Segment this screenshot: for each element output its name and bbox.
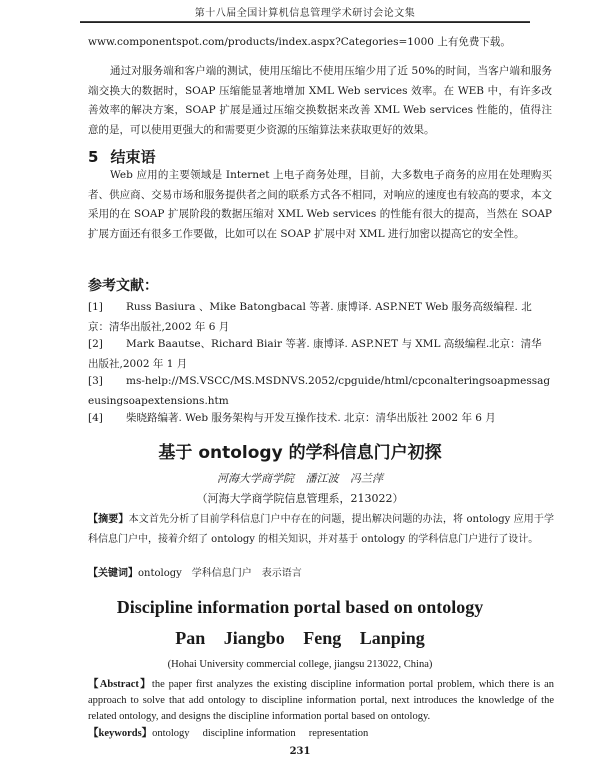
- reference-item: [88, 409, 552, 429]
- reference-text: ms-help://MS.VSCC/MS.MSDNVS.2052/cpguide/html/cpconalteringsoapmessageusingsoapextensions.htm: [88, 375, 551, 407]
- reference-number: [2]: [88, 338, 103, 350]
- section-title: 结束语: [110, 148, 156, 166]
- abstract-text-en: the paper first analyzes the existing discipline information portal problem, which there is an approach to solve that add ontology to discipline information portal, next introduces the knowledge of the related ontology, and designs the discipline information portal based on ontology.: [88, 679, 554, 722]
- header-rule: [80, 21, 530, 22]
- url-line: www.componentspot.com/products/index.aspx?Categories=1000 上有免费下载。: [88, 36, 511, 48]
- keywords-label-cn: 【关键词】: [88, 568, 138, 579]
- keywords-text-en: ontology discipline information representation: [152, 728, 369, 739]
- authors-cn: 河海大学商学院 潘江波 冯兰萍: [217, 472, 383, 485]
- reference-number: [3]: [88, 375, 103, 387]
- reference-item: [88, 372, 552, 411]
- affiliation-cn: （河海大学商学院信息管理系，213022）: [196, 492, 404, 505]
- abstract-label-en: 【Abstract】: [88, 679, 152, 690]
- abstract-cn: [88, 510, 554, 550]
- section-number: 5: [88, 148, 99, 166]
- keywords-label-en: 【keywords】: [88, 728, 153, 739]
- conclusion-paragraph: Web 应用的主要领域是 Internet 上电子商务处理，目前，大多数电子商务的应用在处理购买者、供应商、交易市场和服务提供者之间的联系方式各不相同，对响应的速度也有较高的要求，本文采用的在 SOAP 扩展阶段的数据压缩对 XML Web services 的性能有很大的提高，当然在 SOAP 扩展方面还有很多工作要做，比如可以在 SOAP 扩展中对 XML 进行加密以提高它的安全性。: [88, 169, 552, 240]
- reference-number: [4]: [88, 412, 103, 424]
- running-header: 第十八届全国计算机信息管理学术研讨会论文集: [80, 4, 530, 23]
- section-heading-conclusion: [88, 146, 167, 167]
- reference-text: Russ Basiura 、Mike Batongbacal 等著. 康博译. ASP.NET Web 服务高级编程. 北京：清华出版社,2002 年 6 月: [88, 301, 532, 333]
- keywords-cn: [88, 564, 302, 579]
- abstract-en: [88, 677, 554, 725]
- article-title-en: Discipline information portal based on ontology: [116, 597, 484, 617]
- reference-text: Mark Baautse、Richard Biair 等著. 康博译. ASP.NET 与 XML 高级编程.北京：清华出版社,2002 年 1 月: [88, 338, 542, 370]
- article-title-cn: 基于 ontology 的学科信息门户初探: [158, 443, 442, 463]
- intro-paragraph: 通过对服务端和客户端的测试，使用压缩比不使用压缩少用了近 50%的时间，当客户端和服务端交换大的数据时，SOAP 压缩能显著地增加 XML Web services 效率。在 WEB 中，有许多改善效率的解决方案，SOAP 扩展是通过压缩交换数据来改善 XML Web services 性能的，值得注意的是，可以使用更强大的和需要更少资源的压缩算法来获取更好的效果。: [88, 65, 552, 136]
- authors-en: Pan Jiangbo Feng Lanping: [175, 628, 425, 648]
- reference-number: [1]: [88, 301, 103, 313]
- affiliation-en: (Hohai University commercial college, jiangsu 213022, China): [167, 659, 433, 670]
- references-heading: 参考文献：: [88, 278, 158, 294]
- abstract-text-cn: 本文首先分析了目前学科信息门户中存在的问题，提出解决问题的办法，将 ontology 应用于学科信息门户中，接着介绍了 ontology 的相关知识，并对基于 ontology 的学科信息门户进行了设计。: [88, 514, 554, 545]
- keywords-text-cn: ontology 学科信息门户 表示语言: [138, 568, 302, 579]
- page-number: 231: [289, 746, 311, 757]
- reference-item: [88, 298, 552, 337]
- reference-item: [88, 335, 552, 374]
- reference-text: 柴晓路编著. Web 服务架构与开发互操作技术. 北京：清华出版社 2002 年 6 月: [126, 412, 496, 424]
- abstract-label-cn: 【摘要】: [88, 514, 129, 525]
- keywords-en: [88, 726, 554, 742]
